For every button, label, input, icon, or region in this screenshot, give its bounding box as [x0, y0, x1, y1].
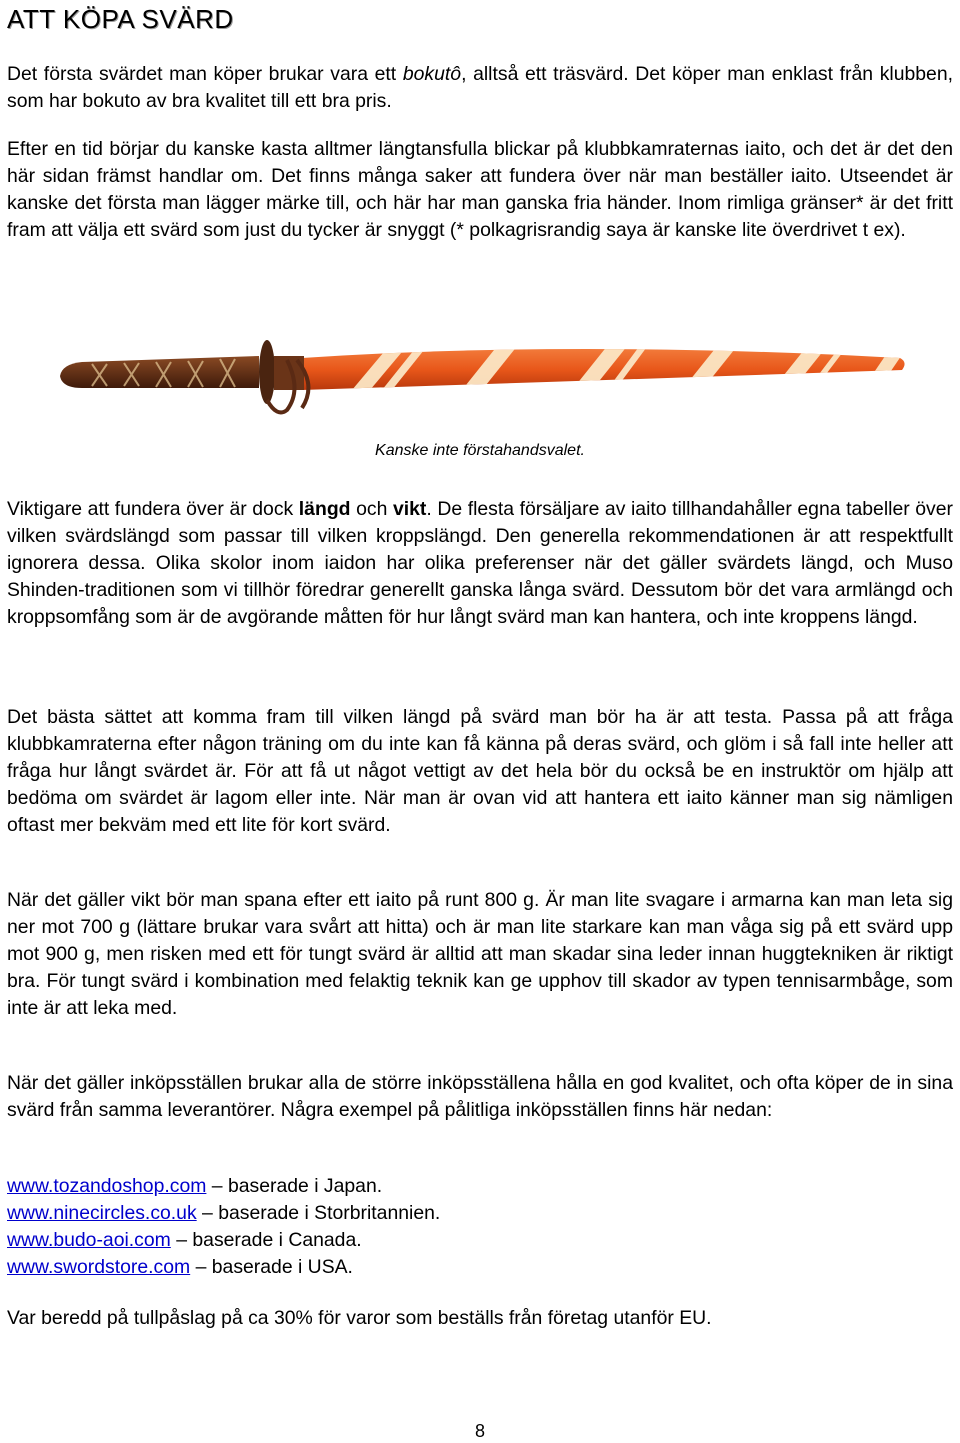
appearance-paragraph: Efter en tid börjar du kanske kasta alltmer längtansfulla blickar på klubbkamraternas iaito, och det är det den här sidan främst handlar om. Det finns många saker att fundera över när man beställer iaito. Utseendet är kanske det första man lägger märke till, och här har man ganska fria händer. Inom rimliga gränser* är det fritt fram att välja ett svärd som just du tycker är snyggt (* polkagrisrandig saya är kanske lite överdrivet t ex).	[7, 138, 953, 241]
length-text-c: . De flesta försäljare av iaito tillhandahåller egna tabeller över vilken svärdslängd som passar till vilken kroppslängd. Den generella rekommendationen är att respektfullt ignorera dessa. Olika skolor inom iaidon har olika preferenser när det gäller svärdets längd, och Muso Shinden-traditionen som vi tillhör föredrar generellt ganska långa svärd. Dessutom bör det vara armlängd och kroppsomfång som är de avgörande måtten för hur långt svärd man kan hantera, och inte kroppens längd.	[7, 498, 953, 628]
shop-link-budo-aoi[interactable]: www.budo-aoi.com	[7, 1229, 171, 1251]
length-keyword: längd	[298, 498, 351, 520]
customs-paragraph: Var beredd på tullpåslag på ca 30% för varor som beställs från företag utanför EU.	[7, 1307, 712, 1329]
length-weight-paragraph	[7, 496, 953, 631]
shop-link-tozando[interactable]: www.tozandoshop.com	[7, 1175, 207, 1197]
page-number: 8	[474, 1421, 485, 1441]
shop-link-desc: – baserade i Canada.	[170, 1229, 362, 1251]
image-caption: Kanske inte förstahandsvalet.	[375, 442, 585, 459]
shop-link-desc: – baserade i USA.	[190, 1256, 353, 1278]
page-heading: ATT KÖPA SVÄRD	[7, 4, 234, 34]
tsuba	[259, 340, 275, 404]
sword-image	[52, 330, 912, 420]
intro-text-a: Det första svärdet man köper brukar vara ett	[7, 63, 403, 85]
shop-link-swordstore[interactable]: www.swordstore.com	[7, 1256, 191, 1278]
weight-paragraph: När det gäller vikt bör man spana efter ett iaito på runt 800 g. Är man lite svagare i armarna kan man leta sig ner mot 700 g (lättare brukar vara svårt att hitta) och är man lite starkare kan man våga sig på ett svärd upp mot 900 g, men risken med ett för tungt svärd är alltid att man skadar sina leder innan huggtekniken är riktigt bra. För tungt svärd i kombination med felaktig teknik kan ge upphov till skador av typen tennisarmbåge, som inte är att leka med.	[7, 889, 953, 1019]
shop-link-item	[7, 1200, 953, 1227]
shop-link-desc: – baserade i Storbritannien.	[196, 1202, 441, 1224]
shop-link-item	[7, 1227, 953, 1254]
shop-link-item	[7, 1173, 953, 1200]
shop-links-list	[7, 1173, 953, 1281]
intro-paragraph	[7, 61, 953, 115]
weight-keyword: vikt	[392, 498, 427, 520]
testing-paragraph: Det bästa sättet att komma fram till vilken längd på svärd man bör ha är att testa. Passa på att fråga klubbkamraterna efter någon träning om du inte kan få känna på deras svärd, och glöm i så fall inte heller att fråga hur långt svärdet är. För att få ut något vettigt av det hela bör du också be en instruktör om hjälp att bedöma om svärdet är lagom eller inte. När man är ovan vid att hantera ett iaito känner man sig nämligen oftast mer bekväm med ett lite för kort svärd.	[7, 706, 953, 836]
intro-term-bokuto: bokutô	[402, 63, 462, 85]
length-text-b: och	[350, 498, 393, 520]
shops-paragraph: När det gäller inköpsställen brukar alla de större inköpsställena hålla en god kvalitet, och ofta köper de in sina svärd från samma leverantörer. Några exempel på pålitliga inköpsställen finns här nedan:	[7, 1072, 953, 1121]
length-text-a: Viktigare att fundera över är dock	[7, 498, 299, 520]
shop-link-item	[7, 1254, 953, 1281]
shop-link-ninecircles[interactable]: www.ninecircles.co.uk	[7, 1202, 197, 1224]
shop-link-desc: – baserade i Japan.	[206, 1175, 383, 1197]
intro-text-b: , alltså ett träsvärd. Det köper man enklast från klubben, som har bokuto av bra kvalitet till ett bra pris.	[7, 63, 953, 112]
